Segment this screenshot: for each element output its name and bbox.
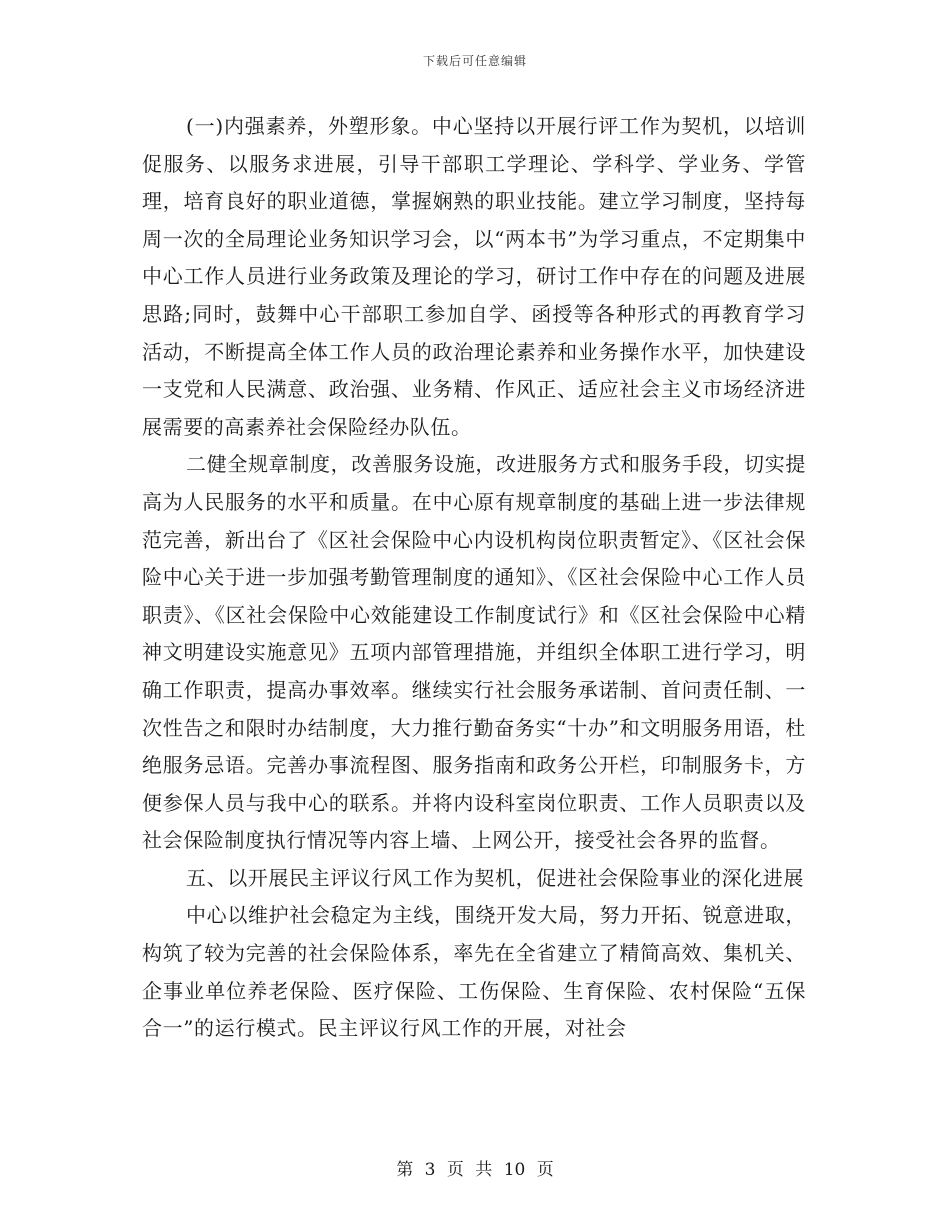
paragraph-2: 二健全规章制度，改善服务设施，改进服务方式和服务手段，切实提高为人民服务的水平和质量。在中心原有规章制度的基础上进一步法律规范完善，新出台了《区社会保险中心内设机构岗位职责暂定》、《区社会保险中心关于进一步加强考勤管理制度的通知》、《区社会保险中心工作人员职责》、《区社会保险中心效能建设工作制度试行》和《区社会保险中心精神文明建设实施意见》五项内部管理措施，并组织全体职工进行学习，明确工作职责，提高办事效率。继续实行社会服务承诺制、首问责任制、一次性告之和限时办结制度，大力推行勤奋务实“十办”和文明服务用语，杜绝服务忌语。完善办事流程图、服务指南和政务公开栏，印制服务卡，方便参保人员与我中心的联系。并将内设科室岗位职责、工作人员职责以及社会保险制度执行情况等内容上墙、上网公开，接受社会各界的监督。 (142, 452, 806, 853)
paragraph-1: (一)内强素养，外塑形象。中心坚持以开展行评工作为契机，以培训促服务、以服务求进展，引导干部职工学理论、学科学、学业务、学管理，培育良好的职业道德，掌握娴熟的职业技能。建立学习制度，坚持每周一次的全局理论业务知识学习会，以“两本书”为学习重点，不定期集中中心工作人员进行业务政策及理论的学习，研讨工作中存在的问题及进展思路;同时，鼓舞中心干部职工参加自学、函授等各种形式的再教育学习活动，不断提高全体工作人员的政治理论素养和业务操作水平，加快建设一支党和人民满意、政治强、业务精、作风正、适应社会主义市场经济进展需要的高素养社会保险经办队伍。 (142, 114, 807, 439)
document-body (142, 108, 806, 1048)
page-footer: 第 3 页 共 10 页 (396, 1160, 554, 1180)
paragraph-3-section-heading: 五、以开展民主评议行风工作为契机，促进社会保险事业的深化进展 (186, 865, 804, 890)
paragraph-4: 中心以维护社会稳定为主线，围绕开发大局，努力开拓、锐意进取，构筑了较为完善的社会保险体系，率先在全省建立了精简高效、集机关、企事业单位养老保险、医疗保险、工伤保险、生育保险、农村保险“五保合一”的运行模式。民主评议行风工作的开展，对社会 (142, 903, 806, 1041)
page-header: 下载后可任意编辑 (422, 54, 527, 68)
